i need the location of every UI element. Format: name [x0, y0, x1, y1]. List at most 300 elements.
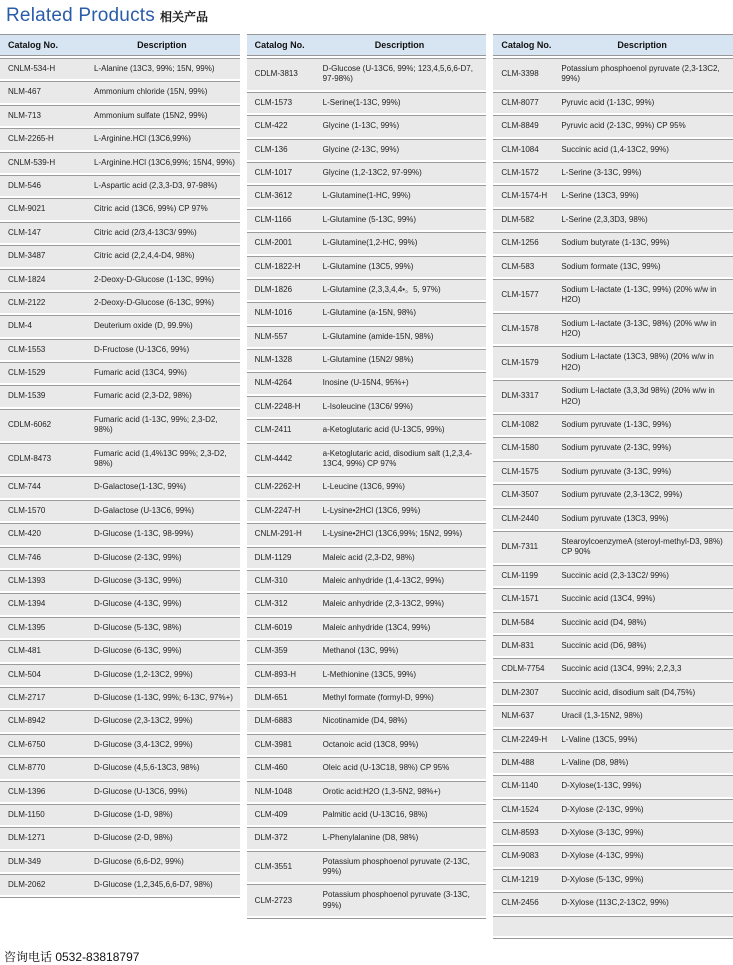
description-cell: D-Glucose (2-13C, 99%) — [86, 547, 240, 568]
catalog-no-cell: DLM-1826 — [247, 279, 315, 300]
table-row — [493, 705, 733, 726]
catalog-no-cell: CLM-2247-H — [247, 500, 315, 521]
catalog-no-cell: CLM-1573 — [247, 92, 315, 113]
description-cell: Uracil (1,3-15N2, 98%) — [553, 705, 733, 726]
description-cell: Sodium L-lactate (1-13C, 99%) (20% w/w in H2O) — [553, 279, 733, 311]
catalog-no-cell: CLM-136 — [247, 139, 315, 160]
description-cell: Potassium phosphoenol pyruvate (2,3-13C2, 99%) — [553, 58, 733, 90]
description-cell: D-Xylose (3-13C, 99%) — [553, 822, 733, 843]
catalog-no-cell: CLM-583 — [493, 256, 553, 277]
description-cell: Succinic acid (D4, 98%) — [553, 612, 733, 633]
table-row — [247, 640, 487, 661]
catalog-table-2 — [247, 32, 487, 919]
catalog-no-cell: CLM-1575 — [493, 461, 553, 482]
description-cell: L-Glutamine (13C5, 99%) — [315, 256, 487, 277]
table-row — [493, 531, 733, 563]
catalog-no-cell: CLM-8942 — [0, 710, 86, 731]
catalog-no-cell: DLM-1150 — [0, 804, 86, 825]
table-row — [493, 635, 733, 656]
table-row — [0, 198, 240, 219]
table-row — [247, 92, 487, 113]
contact-phone: 咨询电话 0532-83818797 — [4, 949, 140, 964]
description-cell: D-Glucose (U-13C6, 99%) — [86, 781, 240, 802]
table-row — [247, 547, 487, 568]
catalog-no-cell: CLM-6019 — [247, 617, 315, 638]
description-cell: Oleic acid (U-13C18, 98%) CP 95% — [315, 757, 487, 778]
catalog-no-cell: CLM-2122 — [0, 292, 86, 313]
catalog-no-cell: CLM-746 — [0, 547, 86, 568]
table-row — [493, 729, 733, 750]
description-cell: L-Lysine•2HCl (13C6, 99%) — [315, 500, 487, 521]
table-row — [0, 339, 240, 360]
table-row — [0, 664, 240, 685]
catalog-no-cell: DLM-6883 — [247, 710, 315, 731]
description-cell: D-Glucose (1,2,345,6,6-D7, 98%) — [86, 874, 240, 895]
description-cell: Sodium pyruvate (13C3, 99%) — [553, 508, 733, 529]
description-cell: StearoylcoenzymeA (steroyl-methyl-D3, 98%) CP 90% — [553, 531, 733, 563]
catalog-no-cell: DLM-3487 — [0, 245, 86, 266]
catalog-no-cell: NLM-637 — [493, 705, 553, 726]
catalog-no-cell: CDLM-7754 — [493, 658, 553, 679]
catalog-no-cell: DLM-1271 — [0, 827, 86, 848]
table-row — [0, 547, 240, 568]
catalog-no-cell: DLM-488 — [493, 752, 553, 773]
catalog-table-3 — [493, 32, 733, 939]
catalog-no-cell: NLM-557 — [247, 326, 315, 347]
catalog-no-cell: CLM-1256 — [493, 232, 553, 253]
column-header-catalog-no: Catalog No. — [247, 34, 315, 56]
catalog-no-cell: CLM-1394 — [0, 593, 86, 614]
description-cell: Sodium pyruvate (2,3-13C2, 99%) — [553, 484, 733, 505]
table-row — [493, 346, 733, 378]
catalog-no-cell: DLM-3317 — [493, 380, 553, 412]
description-cell: 2-Deoxy-D-Glucose (6-13C, 99%) — [86, 292, 240, 313]
catalog-no-cell: CLM-3398 — [493, 58, 553, 90]
catalog-no-cell: CLM-481 — [0, 640, 86, 661]
table-row — [0, 81, 240, 102]
table-row — [247, 523, 487, 544]
description-cell: L-Valine (D8, 98%) — [553, 752, 733, 773]
description-cell: Potassium phosphoenol pyruvate (3-13C, 99%) — [315, 884, 487, 916]
table-row — [247, 279, 487, 300]
description-cell: Inosine (U-15N4, 95%+) — [315, 372, 487, 393]
catalog-no-cell: CLM-1577 — [493, 279, 553, 311]
catalog-no-cell: CLM-2262-H — [247, 476, 315, 497]
catalog-no-cell: CLM-2440 — [493, 508, 553, 529]
table-row — [0, 128, 240, 149]
catalog-no-cell: CLM-1084 — [493, 139, 553, 160]
page-title-chinese: 相关产品 — [159, 10, 208, 24]
description-cell: Citric acid (2,2,4,4-D4, 98%) — [86, 245, 240, 266]
description-cell: L-Glutamine (15N2/ 98%) — [315, 349, 487, 370]
table-row — [247, 734, 487, 755]
table-row — [0, 757, 240, 778]
table-row — [493, 437, 733, 458]
table-row — [493, 461, 733, 482]
table-row — [0, 827, 240, 848]
description-cell: D-Glucose (4,5,6-13C3, 98%) — [86, 757, 240, 778]
description-cell: D-Xylose(1-13C, 99%) — [553, 775, 733, 796]
description-cell: D-Glucose (2-D, 98%) — [86, 827, 240, 848]
catalog-no-cell: CLM-3551 — [247, 851, 315, 883]
description-cell: L-Methionine (13C5, 99%) — [315, 664, 487, 685]
description-cell: Nicotinamide (D4, 98%) — [315, 710, 487, 731]
catalog-no-cell: CLM-1395 — [0, 617, 86, 638]
description-cell: Fumaric acid (13C4, 99%) — [86, 362, 240, 383]
description-cell: Glycine (2-13C, 99%) — [315, 139, 487, 160]
table-row — [0, 640, 240, 661]
description-cell: D-Glucose (3-13C, 99%) — [86, 570, 240, 591]
catalog-no-cell: CLM-1571 — [493, 588, 553, 609]
table-row — [493, 799, 733, 820]
catalog-no-cell: CLM-744 — [0, 476, 86, 497]
catalog-no-cell: CLM-504 — [0, 664, 86, 685]
table-row — [0, 245, 240, 266]
catalog-no-cell: DLM-349 — [0, 851, 86, 872]
description-cell: D-Glucose (5-13C, 98%) — [86, 617, 240, 638]
description-cell: L-Serine (13C3, 99%) — [553, 185, 733, 206]
catalog-no-cell: CLM-2248-H — [247, 396, 315, 417]
catalog-no-cell: CLM-1824 — [0, 269, 86, 290]
table-row — [493, 115, 733, 136]
table-row — [0, 593, 240, 614]
table-row — [493, 92, 733, 113]
description-cell: Fumaric acid (1,4%13C 99%; 2,3-D2, 98%) — [86, 443, 240, 475]
description-cell: D-Xylose (113C,2-13C2, 99%) — [553, 892, 733, 913]
column-header-description: Description — [315, 34, 487, 56]
description-cell: D-Glucose (1-13C, 99%; 6-13C, 97%+) — [86, 687, 240, 708]
table-row — [0, 617, 240, 638]
description-cell: D-Glucose (6,6-D2, 99%) — [86, 851, 240, 872]
catalog-no-cell: CLM-1393 — [0, 570, 86, 591]
description-cell: L-Phenylalanine (D8, 98%) — [315, 827, 487, 848]
description-cell: D-Glucose (4-13C, 99%) — [86, 593, 240, 614]
catalog-no-cell: CLM-3507 — [493, 484, 553, 505]
catalog-no-cell: CLM-1199 — [493, 565, 553, 586]
description-cell: Succinic acid (2,3-13C2/ 99%) — [553, 565, 733, 586]
description-cell: L-Arginine.HCl (13C6,99%; 15N4, 99%) — [86, 152, 240, 173]
catalog-no-cell: CDLM-8473 — [0, 443, 86, 475]
description-cell: Octanoic acid (13C8, 99%) — [315, 734, 487, 755]
table-row — [493, 845, 733, 866]
description-cell: L-Alanine (13C3, 99%; 15N, 99%) — [86, 58, 240, 79]
table-row — [247, 664, 487, 685]
catalog-no-cell: NLM-467 — [0, 81, 86, 102]
catalog-no-cell: CLM-9083 — [493, 845, 553, 866]
table-row — [247, 781, 487, 802]
table-row — [493, 508, 733, 529]
description-cell: Sodium formate (13C, 99%) — [553, 256, 733, 277]
table-row — [493, 232, 733, 253]
table-row — [493, 752, 733, 773]
catalog-no-cell: CLM-9021 — [0, 198, 86, 219]
description-cell: L-Aspartic acid (2,3,3-D3, 97-98%) — [86, 175, 240, 196]
description-cell: Maleic anhydride (1,4-13C2, 99%) — [315, 570, 487, 591]
description-cell: Succinic acid (1,4-13C2, 99%) — [553, 139, 733, 160]
catalog-no-cell: NLM-1048 — [247, 781, 315, 802]
catalog-no-cell: CLM-420 — [0, 523, 86, 544]
catalog-no-cell: CLM-1166 — [247, 209, 315, 230]
description-cell: D-Glucose (U-13C6, 99%; 123,4,5,6,6-D7, 97-98%) — [315, 58, 487, 90]
catalog-no-cell: DLM-831 — [493, 635, 553, 656]
description-cell: L-Isoleucine (13C6/ 99%) — [315, 396, 487, 417]
description-cell: Fumaric acid (2,3-D2, 98%) — [86, 385, 240, 406]
table-row — [0, 687, 240, 708]
description-cell: Sodium pyruvate (2-13C, 99%) — [553, 437, 733, 458]
catalog-no-cell: DLM-372 — [247, 827, 315, 848]
table-header-row — [247, 34, 487, 56]
catalog-no-cell: NLM-713 — [0, 105, 86, 126]
table-row — [0, 851, 240, 872]
description-cell: D-Glucose (3,4-13C2, 99%) — [86, 734, 240, 755]
description-cell: L-Lysine•2HCl (13C6,99%; 15N2, 99%) — [315, 523, 487, 544]
table-row — [247, 396, 487, 417]
description-cell: Deuterium oxide (D, 99.9%) — [86, 315, 240, 336]
catalog-no-cell: CLM-8593 — [493, 822, 553, 843]
table-row — [247, 710, 487, 731]
description-cell: Ammonium sulfate (15N2, 99%) — [86, 105, 240, 126]
description-cell: Succinic acid (13C4, 99%) — [553, 588, 733, 609]
table-row — [247, 593, 487, 614]
table-row — [493, 380, 733, 412]
catalog-no-cell: DLM-4 — [0, 315, 86, 336]
description-cell: Fumaric acid (1-13C, 99%; 2,3-D2, 98%) — [86, 409, 240, 441]
table-row — [493, 484, 733, 505]
table-row — [247, 185, 487, 206]
description-cell: L-Arginine.HCl (13C6,99%) — [86, 128, 240, 149]
table-row — [247, 804, 487, 825]
description-cell: Sodium L-lactate (3-13C, 98%) (20% w/w in H2O) — [553, 313, 733, 345]
page-title — [0, 0, 733, 29]
catalog-no-cell: CLM-1580 — [493, 437, 553, 458]
column-header-description: Description — [553, 34, 733, 56]
catalog-no-cell: CLM-2001 — [247, 232, 315, 253]
catalog-no-cell: CLM-1553 — [0, 339, 86, 360]
table-row — [0, 222, 240, 243]
table-row — [493, 414, 733, 435]
catalog-no-cell: CLM-312 — [247, 593, 315, 614]
catalog-no-cell: DLM-651 — [247, 687, 315, 708]
description-cell: D-Galactose (U-13C6, 99%) — [86, 500, 240, 521]
table-row — [247, 326, 487, 347]
catalog-no-cell: CLM-1524 — [493, 799, 553, 820]
catalog-no-cell: CLM-6750 — [0, 734, 86, 755]
table-row — [247, 372, 487, 393]
description-cell: 2-Deoxy-D-Glucose (1-13C, 99%) — [86, 269, 240, 290]
table-row — [493, 612, 733, 633]
catalog-table-1 — [0, 32, 240, 898]
description-cell: Methyl formate (formyl-D, 99%) — [315, 687, 487, 708]
catalog-no-cell: CLM-1396 — [0, 781, 86, 802]
table-row — [493, 185, 733, 206]
table-row — [247, 500, 487, 521]
catalog-no-cell: CLM-147 — [0, 222, 86, 243]
table-row — [493, 658, 733, 679]
table-row — [493, 279, 733, 311]
related-products-tables — [0, 29, 733, 939]
catalog-no-cell: CLM-1574-H — [493, 185, 553, 206]
description-cell: Sodium butyrate (1-13C, 99%) — [553, 232, 733, 253]
table-row — [247, 476, 487, 497]
description-cell: L-Glutamine(1-HC, 99%) — [315, 185, 487, 206]
table-row — [493, 565, 733, 586]
table-row — [493, 916, 733, 936]
table-row — [247, 58, 487, 90]
catalog-no-cell: NLM-1016 — [247, 302, 315, 323]
description-cell: Pyruvic acid (2-13C, 99%) CP 95% — [553, 115, 733, 136]
description-cell: a-Ketoglutaric acid, disodium salt (1,2,3,4-13C4, 99%) CP 97% — [315, 443, 487, 475]
table-row — [0, 292, 240, 313]
description-cell: Maleic anhydride (2,3-13C2, 99%) — [315, 593, 487, 614]
catalog-no-cell: CLM-460 — [247, 757, 315, 778]
catalog-no-cell: CNLM-534-H — [0, 58, 86, 79]
catalog-no-cell: CNLM-539-H — [0, 152, 86, 173]
catalog-no-cell: CLM-4442 — [247, 443, 315, 475]
catalog-no-cell: CDLM-6062 — [0, 409, 86, 441]
description-cell: Sodium pyruvate (1-13C, 99%) — [553, 414, 733, 435]
description-cell: Citric acid (13C6, 99%) CP 97% — [86, 198, 240, 219]
table-row — [247, 349, 487, 370]
table-row — [493, 869, 733, 890]
table-row — [247, 827, 487, 848]
table-row — [0, 269, 240, 290]
description-cell: Ammonium chloride (15N, 99%) — [86, 81, 240, 102]
table-row — [493, 256, 733, 277]
page-title-english: Related Products — [6, 5, 155, 26]
catalog-no-cell: CLM-1017 — [247, 162, 315, 183]
catalog-no-cell: CLM-1572 — [493, 162, 553, 183]
description-cell: L-Valine (13C5, 99%) — [553, 729, 733, 750]
description-cell: Glycine (1-13C, 99%) — [315, 115, 487, 136]
catalog-no-cell: DLM-7311 — [493, 531, 553, 563]
table-row — [0, 315, 240, 336]
column-header-description: Description — [86, 34, 240, 56]
table-row — [0, 734, 240, 755]
description-cell: D-Fructose (U-13C6, 99%) — [86, 339, 240, 360]
table-row — [0, 523, 240, 544]
catalog-no-cell: CLM-1570 — [0, 500, 86, 521]
table-row — [493, 58, 733, 90]
description-cell: Methanol (13C, 99%) — [315, 640, 487, 661]
catalog-no-cell — [493, 916, 553, 936]
description-cell: L-Glutamine(1,2-HC, 99%) — [315, 232, 487, 253]
table-row — [247, 687, 487, 708]
description-cell: D-Glucose (6-13C, 99%) — [86, 640, 240, 661]
catalog-no-cell: NLM-4264 — [247, 372, 315, 393]
description-cell: D-Xylose (5-13C, 99%) — [553, 869, 733, 890]
catalog-no-cell: DLM-1129 — [247, 547, 315, 568]
catalog-no-cell: CLM-359 — [247, 640, 315, 661]
description-cell: Palmitic acid (U-13C16, 98%) — [315, 804, 487, 825]
table-row — [493, 682, 733, 703]
catalog-no-cell: CLM-1579 — [493, 346, 553, 378]
catalog-no-cell: CLM-1822-H — [247, 256, 315, 277]
catalog-no-cell: CLM-8849 — [493, 115, 553, 136]
description-cell: Glycine (1,2-13C2, 97-99%) — [315, 162, 487, 183]
catalog-no-cell: CLM-1219 — [493, 869, 553, 890]
catalog-no-cell: CLM-1578 — [493, 313, 553, 345]
description-cell: Pyruvic acid (1-13C, 99%) — [553, 92, 733, 113]
table-row — [0, 781, 240, 802]
table-row — [0, 570, 240, 591]
table-row — [247, 232, 487, 253]
table-row — [493, 313, 733, 345]
description-cell: Maleic acid (2,3-D2, 98%) — [315, 547, 487, 568]
description-cell — [553, 916, 733, 936]
table-row — [247, 115, 487, 136]
catalog-no-cell: DLM-546 — [0, 175, 86, 196]
table-row — [493, 588, 733, 609]
description-cell: D-Xylose (4-13C, 99%) — [553, 845, 733, 866]
catalog-no-cell: NLM-1328 — [247, 349, 315, 370]
table-row — [0, 58, 240, 79]
catalog-no-cell: CLM-2411 — [247, 419, 315, 440]
description-cell: D-Glucose (1-D, 98%) — [86, 804, 240, 825]
description-cell: L-Glutamine (5-13C, 99%) — [315, 209, 487, 230]
catalog-no-cell: DLM-2307 — [493, 682, 553, 703]
catalog-no-cell: CNLM-291-H — [247, 523, 315, 544]
description-cell: Maleic anhydride (13C4, 99%) — [315, 617, 487, 638]
description-cell: Potassium phosphoenol pyruvate (2-13C, 99%) — [315, 851, 487, 883]
table-row — [0, 500, 240, 521]
table-row — [493, 209, 733, 230]
catalog-no-cell: CLM-2717 — [0, 687, 86, 708]
table-row — [0, 362, 240, 383]
table-row — [0, 409, 240, 441]
table-row — [247, 570, 487, 591]
catalog-no-cell: CLM-2723 — [247, 884, 315, 916]
description-cell: D-Xylose (2-13C, 99%) — [553, 799, 733, 820]
table-row — [0, 443, 240, 475]
description-cell: Succinic acid (13C4, 99%; 2,2,3,3 — [553, 658, 733, 679]
catalog-no-cell: CLM-1082 — [493, 414, 553, 435]
table-row — [493, 822, 733, 843]
description-cell: D-Glucose (1,2-13C2, 99%) — [86, 664, 240, 685]
description-cell: L-Leucine (13C6, 99%) — [315, 476, 487, 497]
description-cell: L-Glutamine (2,3,3,4,4•。5, 97%) — [315, 279, 487, 300]
catalog-no-cell: CLM-8077 — [493, 92, 553, 113]
catalog-no-cell: DLM-582 — [493, 209, 553, 230]
description-cell: L-Serine (3-13C, 99%) — [553, 162, 733, 183]
description-cell: D-Galactose(1-13C, 99%) — [86, 476, 240, 497]
catalog-no-cell: DLM-1539 — [0, 385, 86, 406]
table-row — [0, 385, 240, 406]
table-row — [247, 419, 487, 440]
table-header-row — [0, 34, 240, 56]
table-row — [493, 162, 733, 183]
table-row — [0, 175, 240, 196]
table-row — [247, 302, 487, 323]
catalog-no-cell: CLM-893-H — [247, 664, 315, 685]
table-row — [247, 851, 487, 883]
description-cell: Orotic acid:H2O (1,3-5N2, 98%+) — [315, 781, 487, 802]
table-row — [247, 209, 487, 230]
catalog-no-cell: CLM-3981 — [247, 734, 315, 755]
description-cell: D-Glucose (2,3-13C2, 99%) — [86, 710, 240, 731]
table-header-row — [493, 34, 733, 56]
table-row — [247, 139, 487, 160]
catalog-no-cell: CLM-409 — [247, 804, 315, 825]
description-cell: Sodium L-lactate (13C3, 98%) (20% w/w in H2O) — [553, 346, 733, 378]
description-cell: D-Glucose (1-13C, 98-99%) — [86, 523, 240, 544]
description-cell: a-Ketoglutaric acid (U-13C5, 99%) — [315, 419, 487, 440]
description-cell: Succinic acid, disodium salt (D4,75%) — [553, 682, 733, 703]
description-cell: Citric acid (2/3,4-13C3/ 99%) — [86, 222, 240, 243]
column-header-catalog-no: Catalog No. — [493, 34, 553, 56]
catalog-no-cell: CLM-1140 — [493, 775, 553, 796]
catalog-no-cell: CDLM-3813 — [247, 58, 315, 90]
table-row — [0, 710, 240, 731]
